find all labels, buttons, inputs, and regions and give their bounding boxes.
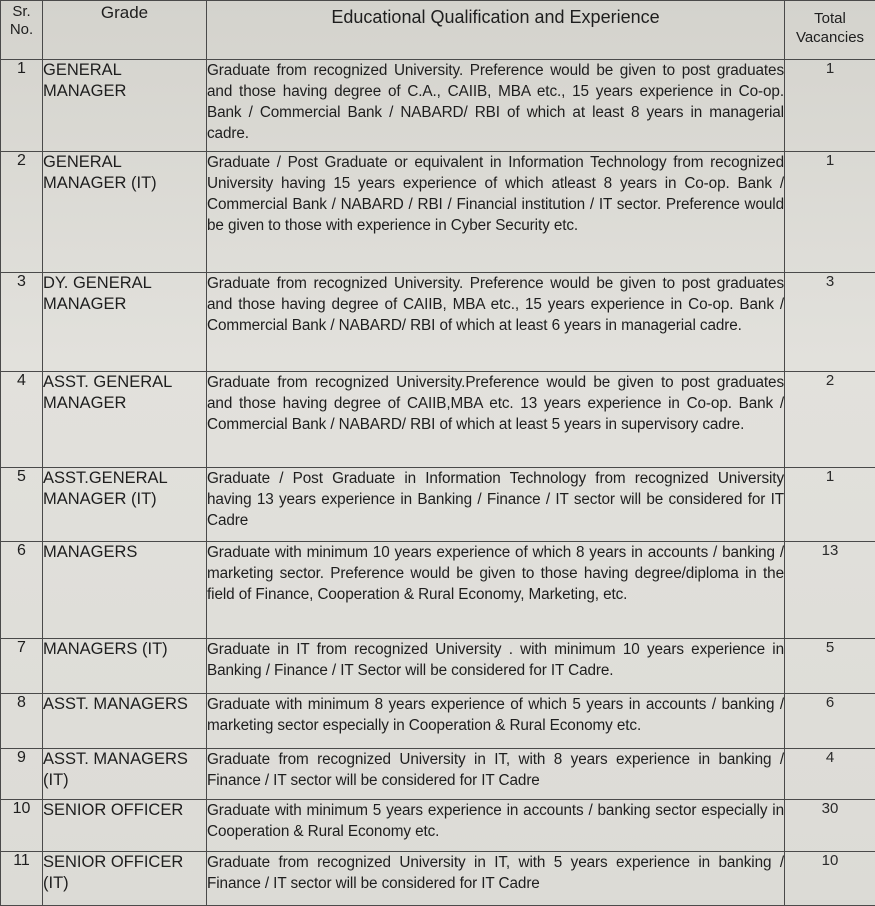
- cell-vacancies: 1: [785, 60, 875, 152]
- cell-vacancies: 30: [785, 800, 875, 852]
- cell-vacancies: 1: [785, 152, 875, 273]
- cell-grade: SENIOR OFFICER (IT): [43, 852, 207, 906]
- cell-vacancies: 13: [785, 542, 875, 639]
- table-row: [1, 639, 875, 694]
- cell-sr: 1: [1, 60, 43, 152]
- header-sr-no: Sr. No.: [1, 1, 43, 60]
- cell-sr: 11: [1, 852, 43, 906]
- cell-grade: ASST. GENERAL MANAGER: [43, 372, 207, 468]
- cell-sr: 2: [1, 152, 43, 273]
- header-total-vacancies: Total Vacancies: [785, 1, 875, 60]
- cell-vacancies: 3: [785, 273, 875, 372]
- cell-vacancies: 4: [785, 749, 875, 800]
- cell-grade: ASST. MANAGERS (IT): [43, 749, 207, 800]
- table-row: [1, 694, 875, 749]
- cell-grade: DY. GENERAL MANAGER: [43, 273, 207, 372]
- table-header-row: [1, 1, 875, 60]
- cell-sr: 6: [1, 542, 43, 639]
- cell-grade: GENERAL MANAGER (IT): [43, 152, 207, 273]
- cell-sr: 5: [1, 468, 43, 542]
- header-qualification: Educational Qualification and Experience: [207, 1, 785, 60]
- table-row: [1, 60, 875, 152]
- table-row: [1, 152, 875, 273]
- table-row: [1, 372, 875, 468]
- cell-qualification: Graduate with minimum 5 years experience in accounts / banking sector especially in Cooperation & Rural Economy etc.: [207, 800, 785, 852]
- cell-vacancies: 5: [785, 639, 875, 694]
- table-row: [1, 749, 875, 800]
- cell-sr: 4: [1, 372, 43, 468]
- cell-qualification: Graduate / Post Graduate or equivalent in Information Technology from recognized University having 15 years experience of which atleast 8 years in Co-op. Bank / Commercial Bank / NABARD / RBI / Financial institution / IT sector. Preference would be given to those with experience in Cyber Security etc.: [207, 152, 785, 273]
- cell-vacancies: 6: [785, 694, 875, 749]
- cell-grade: GENERAL MANAGER: [43, 60, 207, 152]
- cell-vacancies: 2: [785, 372, 875, 468]
- cell-sr: 10: [1, 800, 43, 852]
- cell-qualification: Graduate with minimum 8 years experience of which 5 years in accounts / banking / marketing sector especially in Cooperation & Rural Economy etc.: [207, 694, 785, 749]
- cell-grade: MANAGERS: [43, 542, 207, 639]
- cell-qualification: Graduate from recognized University. Preference would be given to post graduates and those having degree of CAIIB, MBA etc., 15 years experience in Co-op. Bank / Commercial Bank / NABARD/ RBI of which at least 6 years in managerial cadre.: [207, 273, 785, 372]
- cell-qualification: Graduate from recognized University in IT, with 8 years experience in banking / Finance / IT sector will be considered for IT Cadre: [207, 749, 785, 800]
- cell-qualification: Graduate with minimum 10 years experience of which 8 years in accounts / banking / marketing sector. Preference would be given to those having degree/diploma in the field of Finance, Cooperation & Rural Economy, Marketing, etc.: [207, 542, 785, 639]
- cell-sr: 9: [1, 749, 43, 800]
- cell-sr: 8: [1, 694, 43, 749]
- table-row: [1, 800, 875, 852]
- cell-vacancies: 10: [785, 852, 875, 906]
- table-row: [1, 852, 875, 906]
- cell-grade: ASST. MANAGERS: [43, 694, 207, 749]
- cell-grade: MANAGERS (IT): [43, 639, 207, 694]
- cell-qualification: Graduate from recognized University in IT, with 5 years experience in banking / Finance / IT sector will be considered for IT Cadre: [207, 852, 785, 906]
- table-row: [1, 468, 875, 542]
- cell-qualification: Graduate in IT from recognized University . with minimum 10 years experience in Banking / Finance / IT Sector will be considered for IT Cadre.: [207, 639, 785, 694]
- table-row: [1, 273, 875, 372]
- cell-qualification: Graduate / Post Graduate in Information Technology from recognized University having 13 years experience in Banking / Finance / IT sector will be considered for IT Cadre: [207, 468, 785, 542]
- cell-sr: 3: [1, 273, 43, 372]
- cell-qualification: Graduate from recognized University. Preference would be given to post graduates and those having degree of C.A., CAIIB, MBA etc., 15 years experience in Co-op. Bank / Commercial Bank / NABARD/ RBI of which at least 8 years in managerial cadre.: [207, 60, 785, 152]
- cell-sr: 7: [1, 639, 43, 694]
- header-grade: Grade: [43, 1, 207, 60]
- cell-vacancies: 1: [785, 468, 875, 542]
- cell-grade: ASST.GENERAL MANAGER (IT): [43, 468, 207, 542]
- cell-grade: SENIOR OFFICER: [43, 800, 207, 852]
- cell-qualification: Graduate from recognized University.Preference would be given to post graduates and those having degree of CAIIB,MBA etc. 13 years experience in Co-op. Bank / Commercial Bank / NABARD/ RBI of which at least 5 years in supervisory cadre.: [207, 372, 785, 468]
- table-row: [1, 542, 875, 639]
